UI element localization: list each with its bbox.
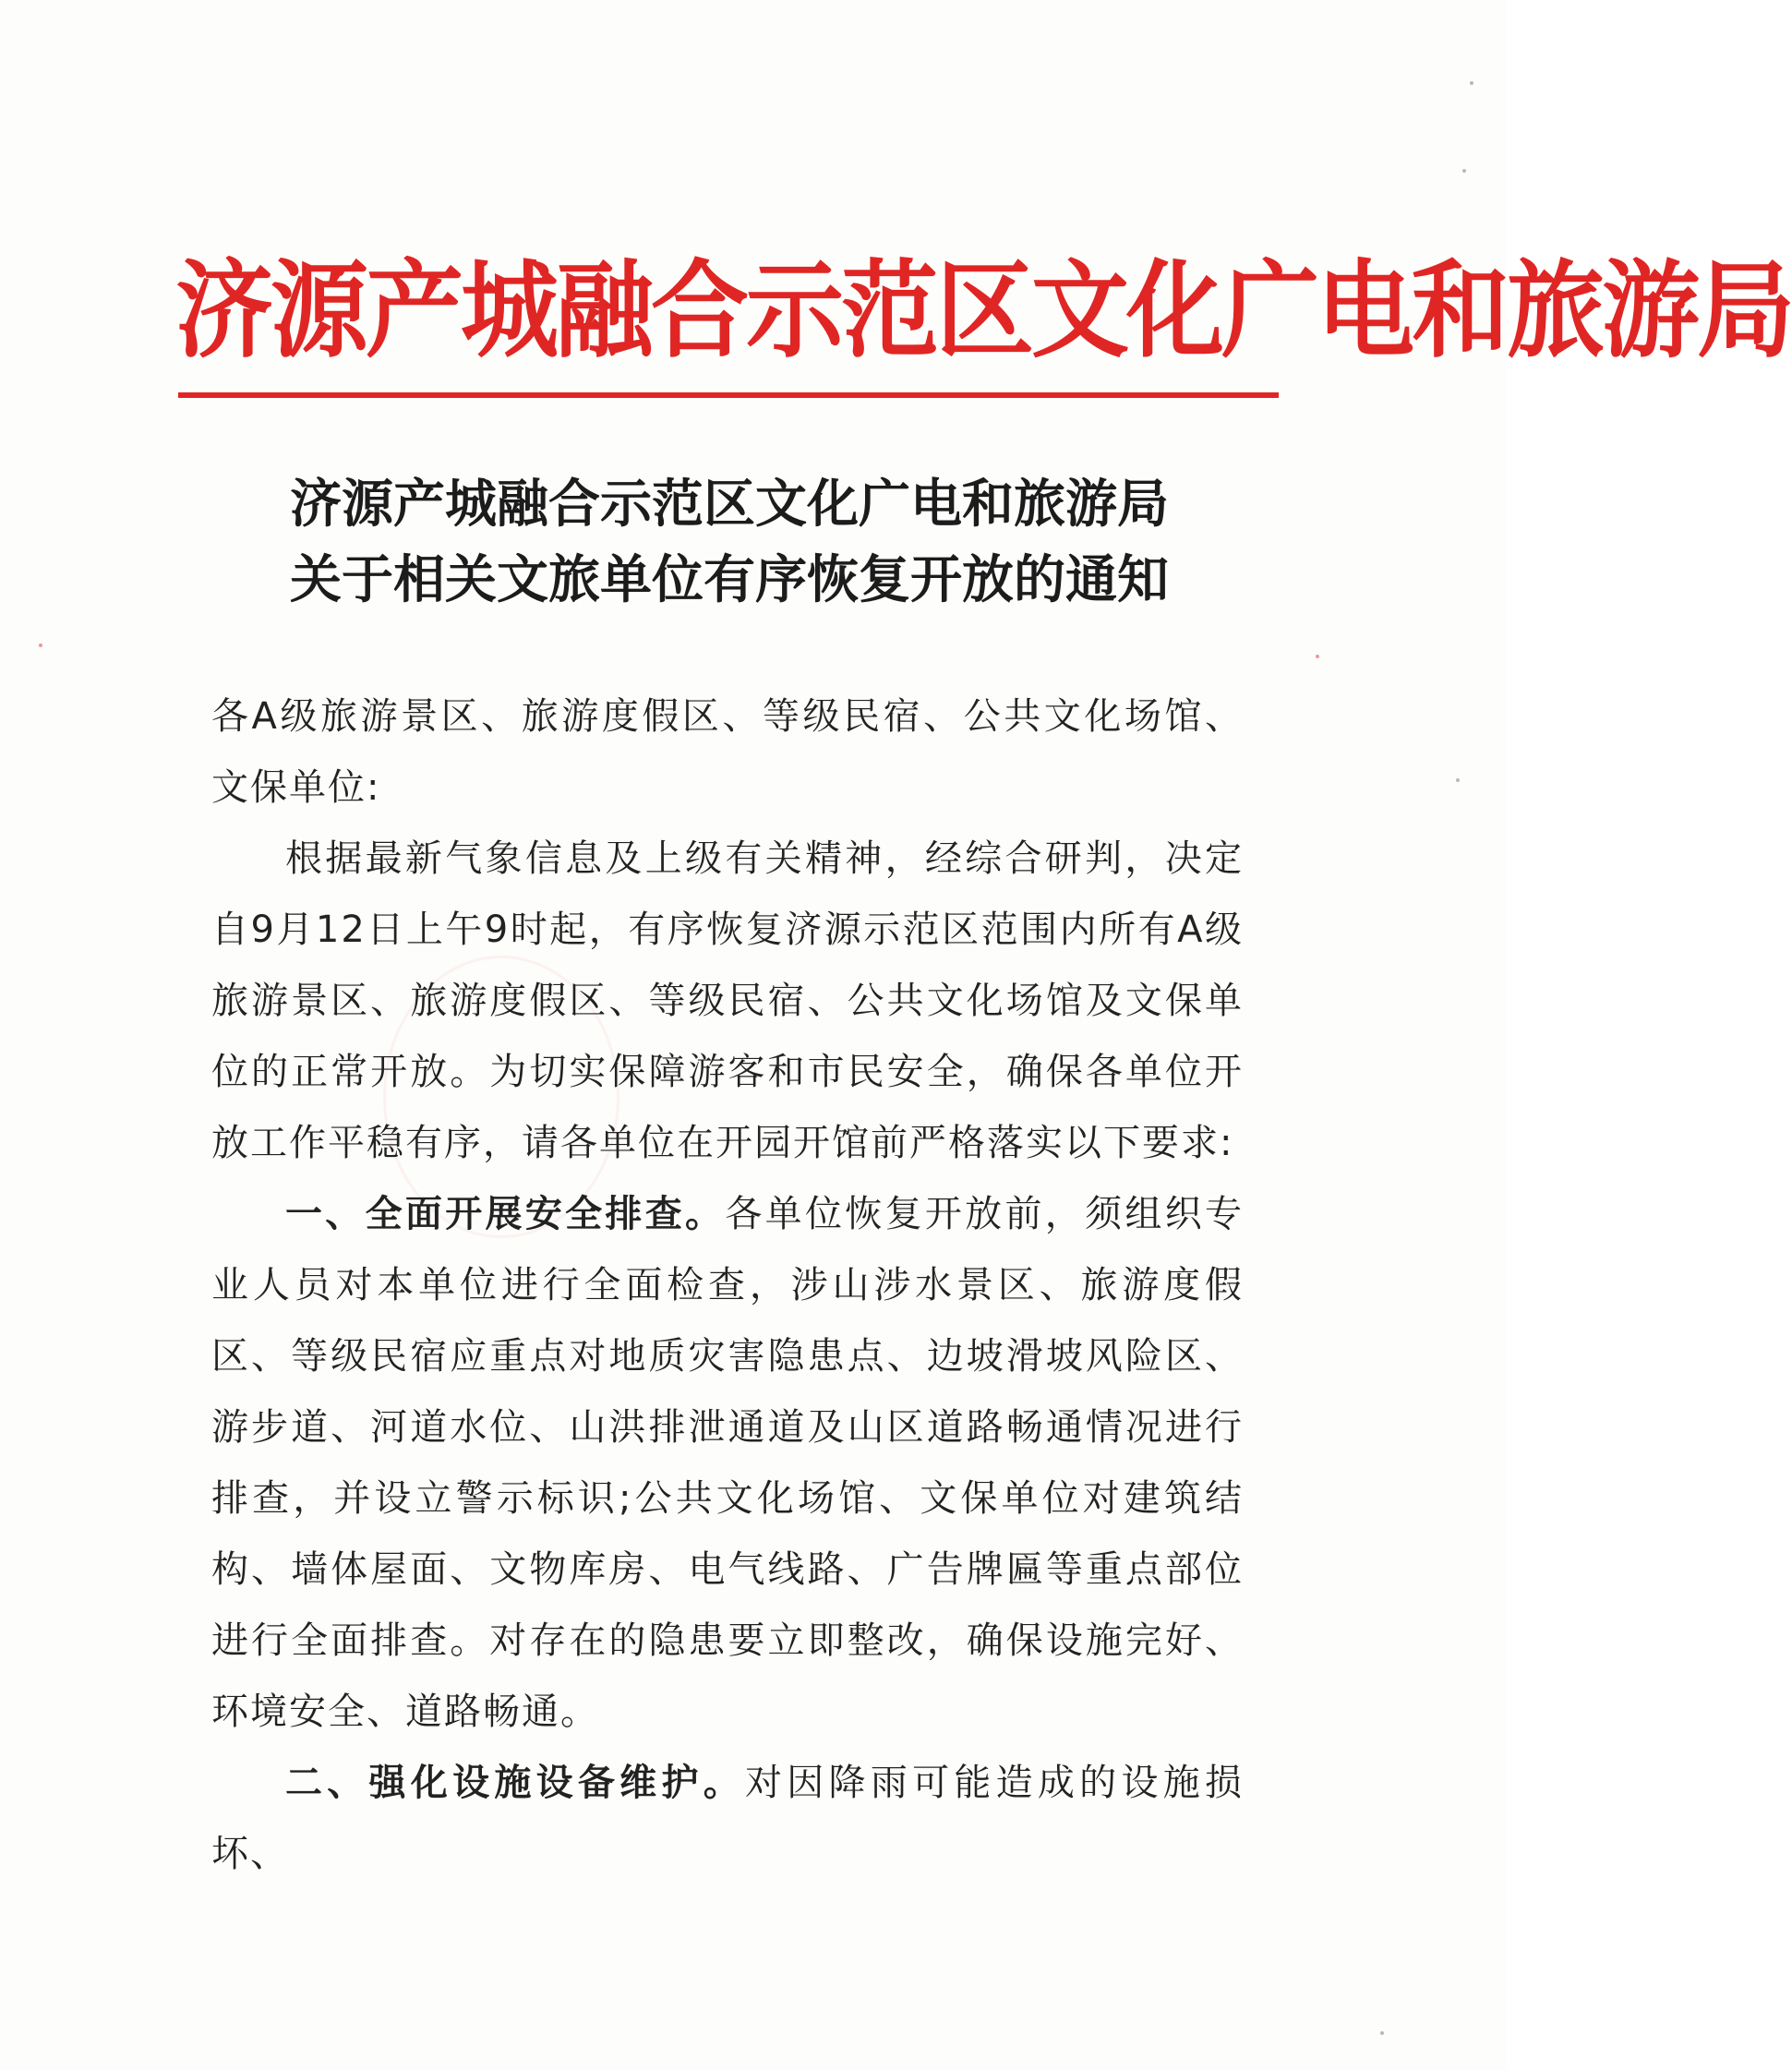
- document-title: [175, 466, 1283, 618]
- document-title-line-2: 关于相关文旅单位有序恢复开放的通知: [290, 549, 1169, 610]
- section-1-text: 各单位恢复开放前，须组织专业人员对本单位进行全面检查，涉山涉水景区、旅游度假区、等级民宿应重点对地质灾害隐患点、边坡滑坡风险区、游步道、河道水位、山洪排泄通道及山区道路畅通情况进行排查，并设立警示标识;公共文化场馆、文保单位对建筑结构、墙体屋面、文物库房、电气线路、广告牌匾等重点部位进行全面排查。对存在的隐患要立即整改，确保设施完好、环境安全、道路畅通。: [211, 1193, 1245, 1733]
- scan-speck: [1380, 2031, 1384, 2035]
- section-1-heading: 一、全面开展安全排查。: [285, 1193, 726, 1235]
- section-1: [211, 1179, 1244, 1748]
- scan-speck: [1462, 169, 1466, 173]
- scan-speck: [1316, 655, 1319, 658]
- section-2-heading: 二、强化设施设备维护。: [285, 1762, 745, 1804]
- salutation: 各A级旅游景区、旅游度假区、等级民宿、公共文化场馆、文保单位:: [211, 695, 1244, 809]
- letterhead-agency-name: 济源产城融合示范区文化广电和旅游局: [175, 247, 1792, 372]
- scan-speck: [39, 644, 42, 647]
- scan-speck: [1470, 81, 1473, 85]
- section-2: [211, 1748, 1244, 1890]
- document-title-line-1: 济源产城融合示范区文化广电和旅游局: [290, 474, 1169, 535]
- section-2-text: 对因降雨可能造成的设施损坏、: [211, 1762, 1244, 1875]
- document-body: [211, 681, 1244, 1890]
- letterhead-red-divider: [178, 392, 1279, 398]
- paragraph-intro: 根据最新气象信息及上级有关精神，经综合研判，决定自9月12日上午9时起，有序恢复济源示范区范围内所有A级旅游景区、旅游度假区、等级民宿、公共文化场馆及文保单位的正常开放。为切实保障游客和市民安全，确保各单位开放工作平稳有序，请各单位在开园开馆前严格落实以下要求:: [211, 837, 1244, 1164]
- scan-speck: [1456, 778, 1460, 782]
